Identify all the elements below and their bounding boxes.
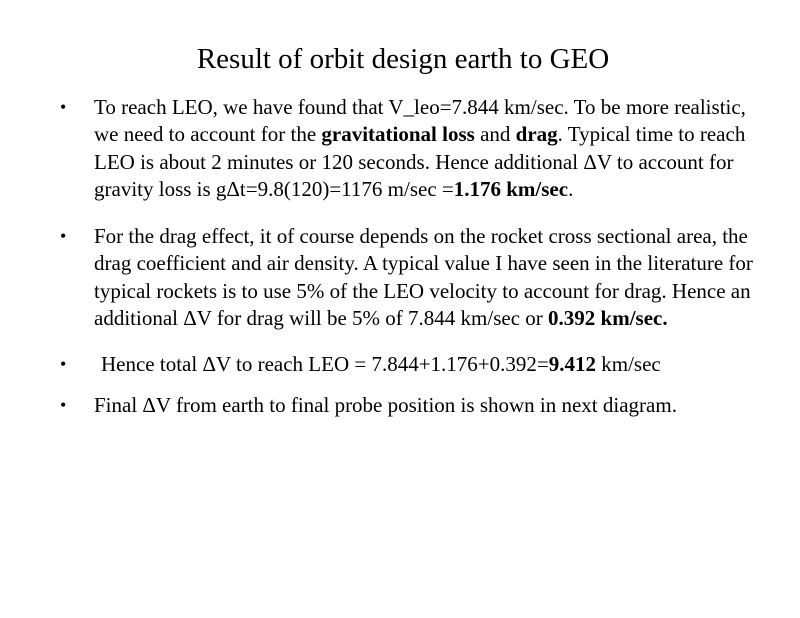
emphasis-drag-value: 0.392 km/sec. <box>548 306 668 331</box>
text-run: For the drag effect, it of course depends on the rocket cross sectional area, the drag coefficient and air density. A typical value I have seen in the literature for typical rockets is to use 5% of the LEO velocity to account for drag. Hence an additional ΔV for drag will be 5% of 7.844 km/sec or <box>94 224 753 331</box>
text-run: To reach LEO, we have found that V_leo=7.844 km/sec. To be more realistic, we need to account for the <box>94 95 746 147</box>
text-run: km/sec <box>595 352 661 377</box>
text-run: and <box>474 122 516 147</box>
bullet-dot-icon: • <box>60 394 67 415</box>
text-run: Hence total ΔV to reach LEO = 7.844+1.176+0.392= <box>101 352 549 377</box>
bullet-list <box>60 94 760 419</box>
emphasis-total-value: 9.412 <box>548 352 596 377</box>
bullet-dot-icon: • <box>60 226 67 247</box>
bullet-item-total-delta-v <box>60 351 760 378</box>
bullet-text <box>94 352 661 376</box>
text-run: . <box>568 176 574 201</box>
bullet-text <box>94 393 677 417</box>
emphasis-gravitational-loss: gravitational loss <box>321 122 475 147</box>
text-run: Final ΔV from earth to final probe position is shown in next diagram. <box>94 392 677 417</box>
bullet-item-final-delta-v <box>60 392 760 419</box>
bullet-dot-icon: • <box>60 354 67 375</box>
emphasis-gravity-loss-value: 1.176 km/sec <box>453 176 569 201</box>
bullet-dot-icon: • <box>60 97 67 117</box>
bullet-text <box>94 224 753 330</box>
text-run: . Typical time to reach LEO is about 2 minutes or 120 seconds. Hence additional ΔV to account for gravity loss is gΔt=9.8(120)=1176 m/sec = <box>94 122 746 201</box>
emphasis-drag: drag <box>515 122 558 147</box>
bullet-item-leo-velocity <box>60 94 760 203</box>
bullet-item-drag-effect <box>60 223 760 332</box>
slide-title: Result of orbit design earth to GEO <box>196 43 610 75</box>
bullet-text <box>94 95 746 201</box>
